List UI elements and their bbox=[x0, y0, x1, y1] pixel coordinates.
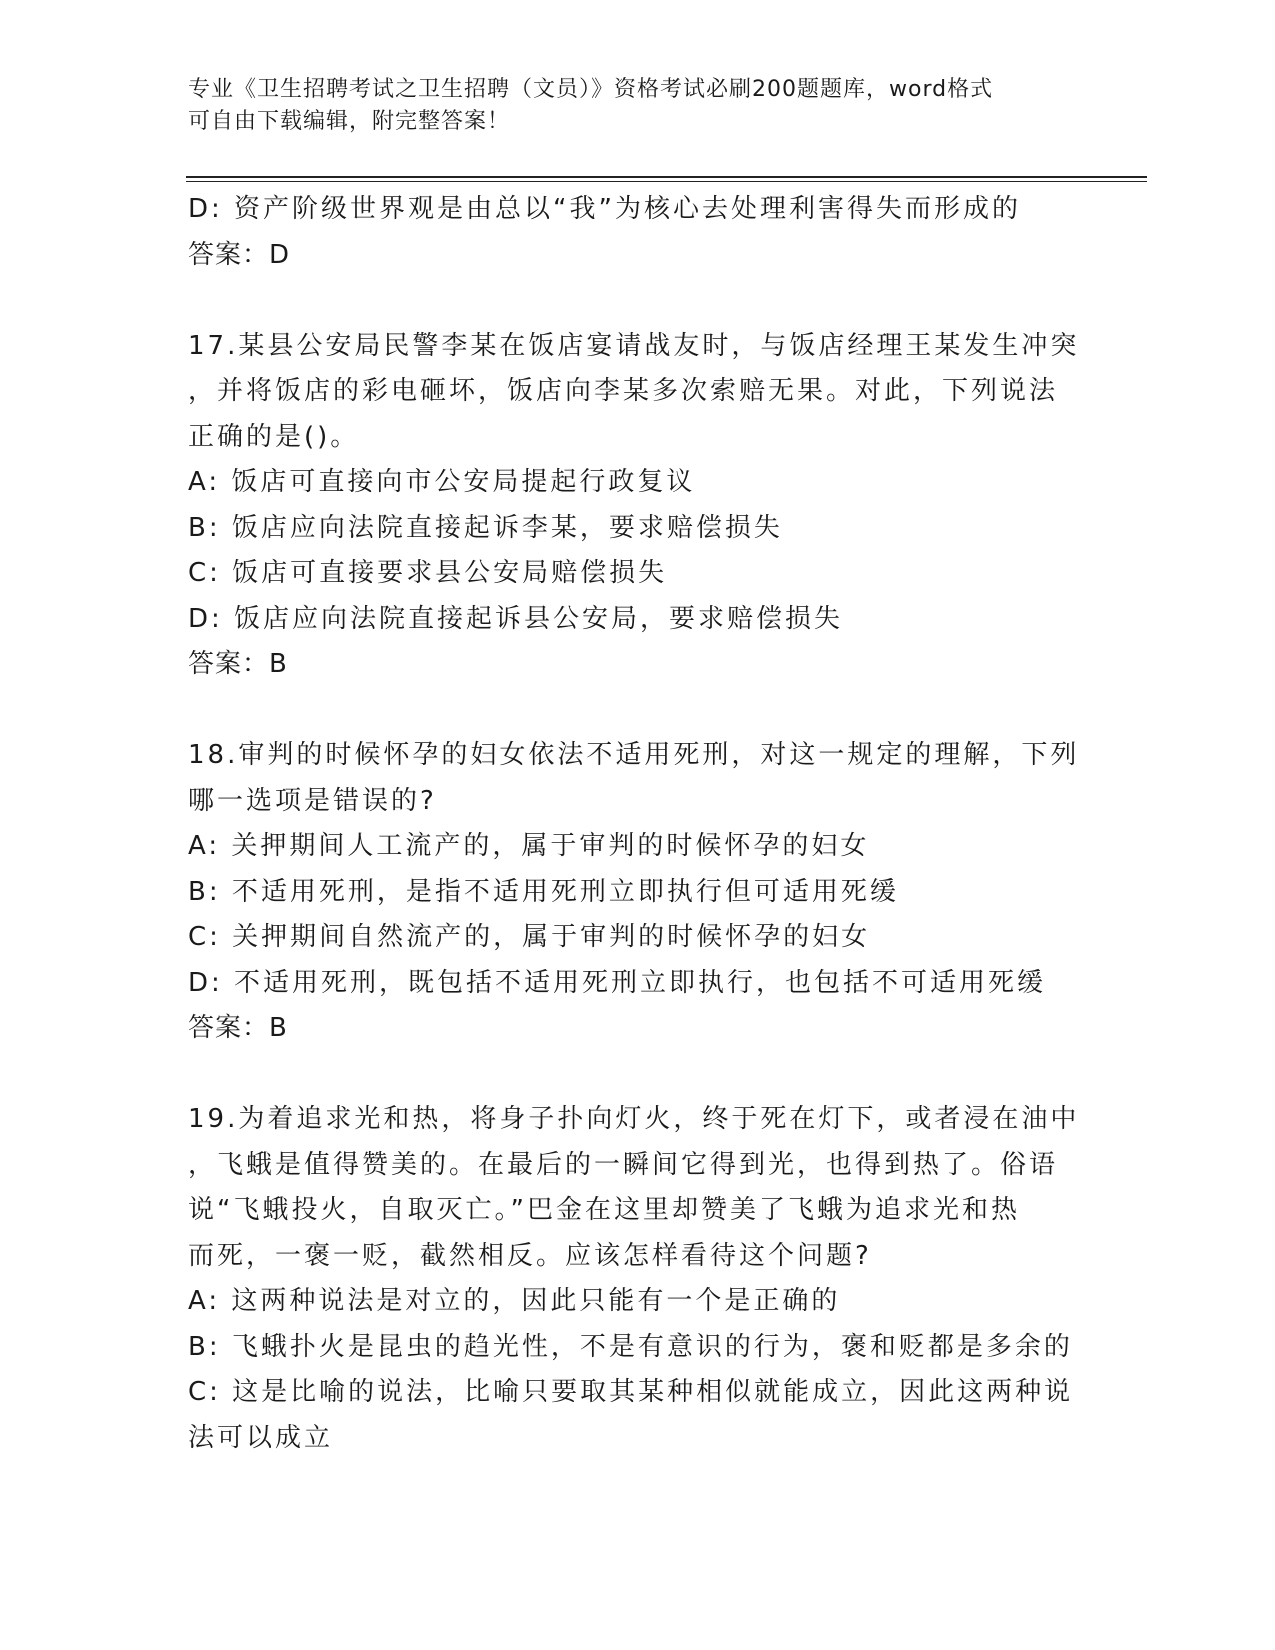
question-text-line: 说“飞蛾投火，自取灭亡。”巴金在这里却赞美了飞蛾为追求光和热 bbox=[188, 1195, 1020, 1225]
header-rule-thick bbox=[186, 176, 1147, 178]
question-text-line: 17.某县公安局民警李某在饭店宴请战友时，与饭店经理王某发生冲突 bbox=[188, 330, 1080, 361]
question-text-line: 18.审判的时候怀孕的妇女依法不适用死刑，对这一规定的理解，下列 bbox=[188, 740, 1080, 770]
prev-option-d: D: 资产阶级世界观是由总以“我”为核心去处理利害得失而形成的 bbox=[188, 194, 1021, 224]
question-text-line: ，并将饭店的彩电砸坏，饭店向李某多次索赔无果。对此，下列说法 bbox=[188, 376, 1059, 406]
question-text-line: 19.为着追求光和热，将身子扑向灯火，终于死在灯下，或者浸在油中 bbox=[188, 1104, 1080, 1134]
option-a: A: 饭店可直接向市公安局提起行政复议 bbox=[188, 467, 696, 497]
prev-answer: 答案：D bbox=[188, 239, 291, 270]
option-c-continued: 法可以成立 bbox=[188, 1422, 334, 1453]
header-line-2: 可自由下载编辑，附完整答案！ bbox=[188, 109, 511, 134]
question-18 bbox=[188, 733, 1088, 1052]
page-header bbox=[188, 74, 1068, 138]
option-b: B: 不适用死刑，是指不适用死刑立即执行但可适用死缓 bbox=[188, 876, 899, 907]
question-text-line: 正确的是()。 bbox=[188, 421, 360, 452]
option-d: D: 饭店应向法院直接起诉县公安局，要求赔偿损失 bbox=[188, 603, 844, 634]
option-b: B: 饭店应向法院直接起诉李某，要求赔偿损失 bbox=[188, 512, 783, 543]
option-c: C: 饭店可直接要求县公安局赔偿损失 bbox=[188, 558, 668, 588]
option-c: C: 这是比喻的说法，比喻只要取其某种相似就能成立，因此这两种说 bbox=[188, 1377, 1074, 1407]
question-text-line: 而死，一褒一贬，截然相反。应该怎样看待这个问题? bbox=[188, 1240, 872, 1271]
question-text-line: 哪一选项是错误的? bbox=[188, 785, 437, 816]
option-c: C: 关押期间自然流产的，属于审判的时候怀孕的妇女 bbox=[188, 922, 871, 952]
document-body bbox=[188, 187, 1088, 1461]
spacer bbox=[188, 1052, 1088, 1098]
header-line-1: 专业《卫生招聘考试之卫生招聘（文员）》资格考试必刷200题题库，word格式 bbox=[188, 77, 994, 102]
question-19 bbox=[188, 1097, 1088, 1461]
option-d: D: 不适用死刑，既包括不适用死刑立即执行，也包括不可适用死缓 bbox=[188, 967, 1047, 998]
question-text-line: ，飞蛾是值得赞美的。在最后的一瞬间它得到光，也得到热了。俗语 bbox=[188, 1149, 1059, 1180]
answer: 答案：B bbox=[188, 649, 288, 679]
spacer bbox=[188, 278, 1088, 324]
spacer bbox=[188, 688, 1088, 734]
option-b: B: 飞蛾扑火是昆虫的趋光性，不是有意识的行为，褒和贬都是多余的 bbox=[188, 1331, 1073, 1362]
header-rule-thin bbox=[186, 181, 1147, 182]
answer: 答案：B bbox=[188, 1013, 288, 1043]
question-17 bbox=[188, 324, 1088, 688]
option-a: A: 关押期间人工流产的，属于审判的时候怀孕的妇女 bbox=[188, 831, 870, 861]
option-a: A: 这两种说法是对立的，因此只能有一个是正确的 bbox=[188, 1286, 841, 1316]
